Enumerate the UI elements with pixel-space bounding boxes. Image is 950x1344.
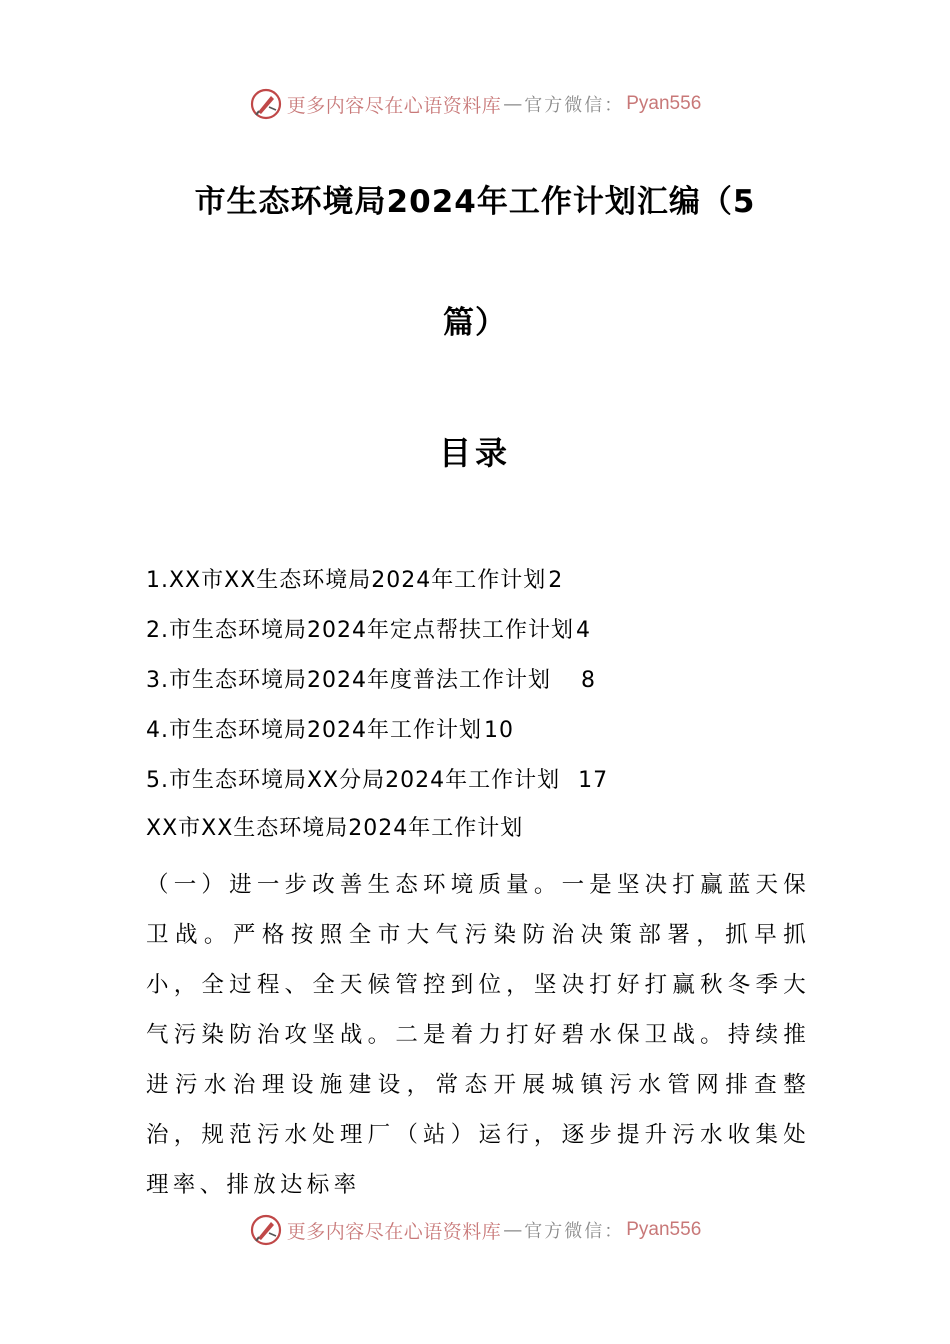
- toc-item-label: 1.XX市XX生态环境局2024年工作计划: [146, 568, 547, 593]
- watermark-text: 更多内容尽在心语资料库: [286, 94, 502, 117]
- body-paragraph: （一）进一步改善生态环境质量。一是坚决打赢蓝天保卫战。严格按照全市大气污染防治决策部署，抓早抓小，全过程、全天候管控到位，坚决打好打赢秋冬季大气污染防治攻坚战。二是着力打好碧水保卫战。持续推进污水治理设施建设，常态开展城镇污水管网排查整治，规范污水处理厂（站）运行，逐步提升污水收集处理率、排放达标率: [146, 872, 810, 1198]
- toc-item-page: 10: [483, 718, 514, 743]
- toc-item-label: 2.市生态环境局2024年定点帮扶工作计划: [146, 618, 574, 643]
- watermark-separator: —: [503, 93, 523, 115]
- toc-item-page: 4: [575, 618, 591, 643]
- toc-item-label: 3.市生态环境局2024年度普法工作计划: [146, 668, 551, 693]
- toc-heading: 目录: [438, 434, 511, 472]
- toc-item-page: 8: [580, 668, 596, 693]
- quill-logo-icon: [249, 1213, 283, 1247]
- watermark-wechat-label: 官方微信：: [524, 95, 625, 116]
- toc-item[interactable]: [146, 763, 608, 813]
- toc-item[interactable]: [146, 613, 608, 663]
- toc-item[interactable]: [146, 663, 608, 713]
- watermark-wechat-id: Pyan556: [626, 93, 702, 114]
- quill-logo-icon: [249, 87, 283, 121]
- document-title-line2: 篇）: [443, 305, 507, 341]
- toc-item[interactable]: [146, 713, 608, 763]
- toc-item-label: 5.市生态环境局XX分局2024年工作计划: [146, 768, 561, 793]
- toc-item-page: 17: [578, 768, 609, 793]
- section-title: XX市XX生态环境局2024年工作计划: [146, 816, 524, 841]
- toc-item[interactable]: [146, 563, 608, 613]
- watermark-banner-bottom: [0, 1210, 950, 1250]
- watermark-text: 更多内容尽在心语资料库: [286, 1220, 502, 1243]
- toc-item-label: 4.市生态环境局2024年工作计划: [146, 718, 482, 743]
- watermark-separator: —: [503, 1219, 523, 1241]
- watermark-wechat-id: Pyan556: [626, 1219, 702, 1240]
- toc-item-page: 2: [548, 568, 564, 593]
- table-of-contents: [146, 563, 608, 813]
- watermark-wechat-label: 官方微信：: [524, 1221, 625, 1242]
- watermark-banner-top: [0, 84, 950, 124]
- document-title-line1: 市生态环境局2024年工作计划汇编（5: [194, 184, 756, 220]
